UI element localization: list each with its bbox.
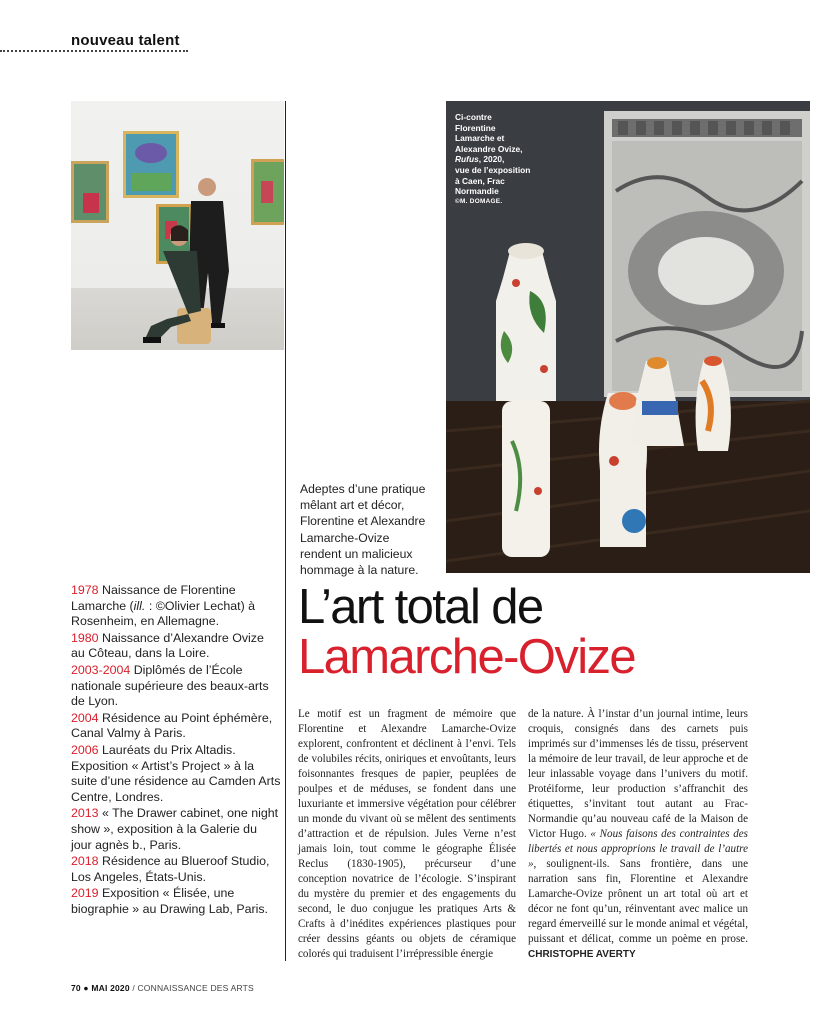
timeline-year: 2004 [71,710,99,725]
timeline-year: 1978 [71,583,99,597]
section-rubric: nouveau talent [71,32,180,49]
folio-separator: / [132,983,135,993]
credit-work-title: Rufus [455,154,479,165]
column-divider [285,101,286,961]
timeline-entry [71,806,281,853]
timeline-year: 2018 [71,854,99,869]
credit-line [455,154,555,165]
credit-line: Normandie [455,186,499,197]
page-number: 70 [71,983,81,993]
artist-quote: « Nous faisons des contraintes des libertés et nous approprions le travail de l’autre » [528,828,748,870]
biography-timeline [71,583,281,918]
timeline-entry [71,583,281,630]
photo-credit [455,112,555,207]
timeline-text: Naissance de Florentine Lamarche ( [71,583,236,613]
timeline-entry [71,631,281,662]
timeline-entry [71,854,281,885]
body-column-2 [528,707,748,962]
standfirst-line: hommage à la nature. [300,563,419,578]
timeline-year: 1980 [71,630,99,645]
photo-copyright: ©M. DOMAGE. [455,197,503,205]
artists-portrait-illustration [71,101,284,350]
credit-year: , 2020, [478,154,505,165]
timeline-text: Naissance d’Alexandre Ovize au Côteau, dans la Loire. [71,630,264,661]
timeline-text: Exposition « Élisée, une biographie » au Drawing Lab, Paris. [71,886,268,916]
credit-line: Ci-contre [455,112,492,122]
body-text: , soulignent-ils. Sans frontière, dans une narration sans fin, Florentine et Alexandre Lamarche-Ovize prônent un art total où art et décor ne font qu’un, réinventant avec malice un regard émerveillé sur le monde animal et végétal, puissant et délicat, comme un poème en prose. [528,858,748,945]
issue-date: MAI 2020 [91,983,130,993]
timeline-text: « The Drawer cabinet, one night show », exposition à la Galerie du jour agnès b., Paris. [71,806,279,852]
timeline-year: 2003-2004 [71,662,131,677]
body-text: de la nature. À l’instar d’un journal intime, leurs croquis, consignés dans des carnets puis imprimés sur d’immenses lés de tissu, préservent la mémoire de leur travail, de leur approche et de leur inlassable voyage dans l’univers du motif. Protéiforme, leur production s’affranchit des étiquettes, s’invitant tout autant au Frac-Normandie qu’au nouveau café de la Maison de Victor Hugo. [528,708,748,840]
folio-bullet: ● [83,983,89,993]
magazine-name: CONNAISSANCE DES ARTS [137,983,254,993]
author-signature: CHRISTOPHE AVERTY [528,949,636,960]
credit-line: vue de l’exposition [455,164,531,175]
timeline-year: 2006 [71,742,99,757]
title-line-1: L’art total de [298,580,543,634]
page-folio [71,983,254,993]
article-title [298,582,635,682]
timeline-italic: ill. [133,598,146,613]
standfirst-line: Florentine et Alexandre [300,514,426,529]
standfirst-line: mêlant art et décor, [300,498,405,513]
timeline-text: Résidence au Point éphémère, Canal Valmy à Paris. [71,710,273,741]
timeline-entry [71,886,281,917]
body-column-1: Le motif est un fragment de mémoire que Florentine et Alexandre Lamarche-Ovize explorent, confrontent et déclinent à l’envi. Tels de volubiles récits, oniriques et envoûtants, leurs foisonnantes fresques de papier, peuplées de poulpes et de méduses, se fondent dans une luxuriante et immersive végétation pour célébrer un monde du vivant où se mêlent des sentiments d’attraction et de répulsion. Jules Verne n’est jamais loin, tout comme le géographe Élisée Reclus (1830-1905), précurseur d’une conception novatrice de l’écologie. S’inspirant du mystère du premier et des engagements du second, le duo conjugue les pratiques Arts & Crafts à d’inédites expériences plastiques pour créer dessins géants ou objets de céramique colorés qui traduisent l’irrépressible énergie [298,708,516,960]
timeline-text: Résidence au Blueroof Studio, Los Angeles, États-Unis. [71,854,270,884]
timeline-year: 2013 [71,806,99,821]
timeline-entry [71,711,281,742]
standfirst-line: Adeptes d’une pratique [300,482,426,496]
standfirst-line: Lamarche-Ovize [300,530,390,545]
timeline-entry [71,663,281,710]
title-line-2: Lamarche-Ovize [298,630,636,684]
artists-portrait-photo [71,101,284,350]
timeline-text: : ©Olivier Lechat) à Rosenheim, en Allemagne. [71,598,256,629]
credit-line: Lamarche et [455,133,505,144]
standfirst [300,481,436,578]
timeline-text: Diplômés de l’École nationale supérieure des beaux-arts de Lyon. [71,662,269,709]
standfirst-line: rendent un malicieux [300,546,413,561]
credit-line: Florentine [455,122,496,133]
timeline-text: Lauréats du Prix Altadis. Exposition « Artist’s Project » à la suite d’une résidence au Camden Arts Centre, Londres. [71,742,281,804]
rubric-dotted-rule [0,50,188,52]
timeline-entry [71,743,281,805]
credit-line: à Caen, Frac [455,175,505,186]
timeline-year: 2019 [71,886,99,901]
credit-line: Alexandre Ovize, [455,143,523,154]
